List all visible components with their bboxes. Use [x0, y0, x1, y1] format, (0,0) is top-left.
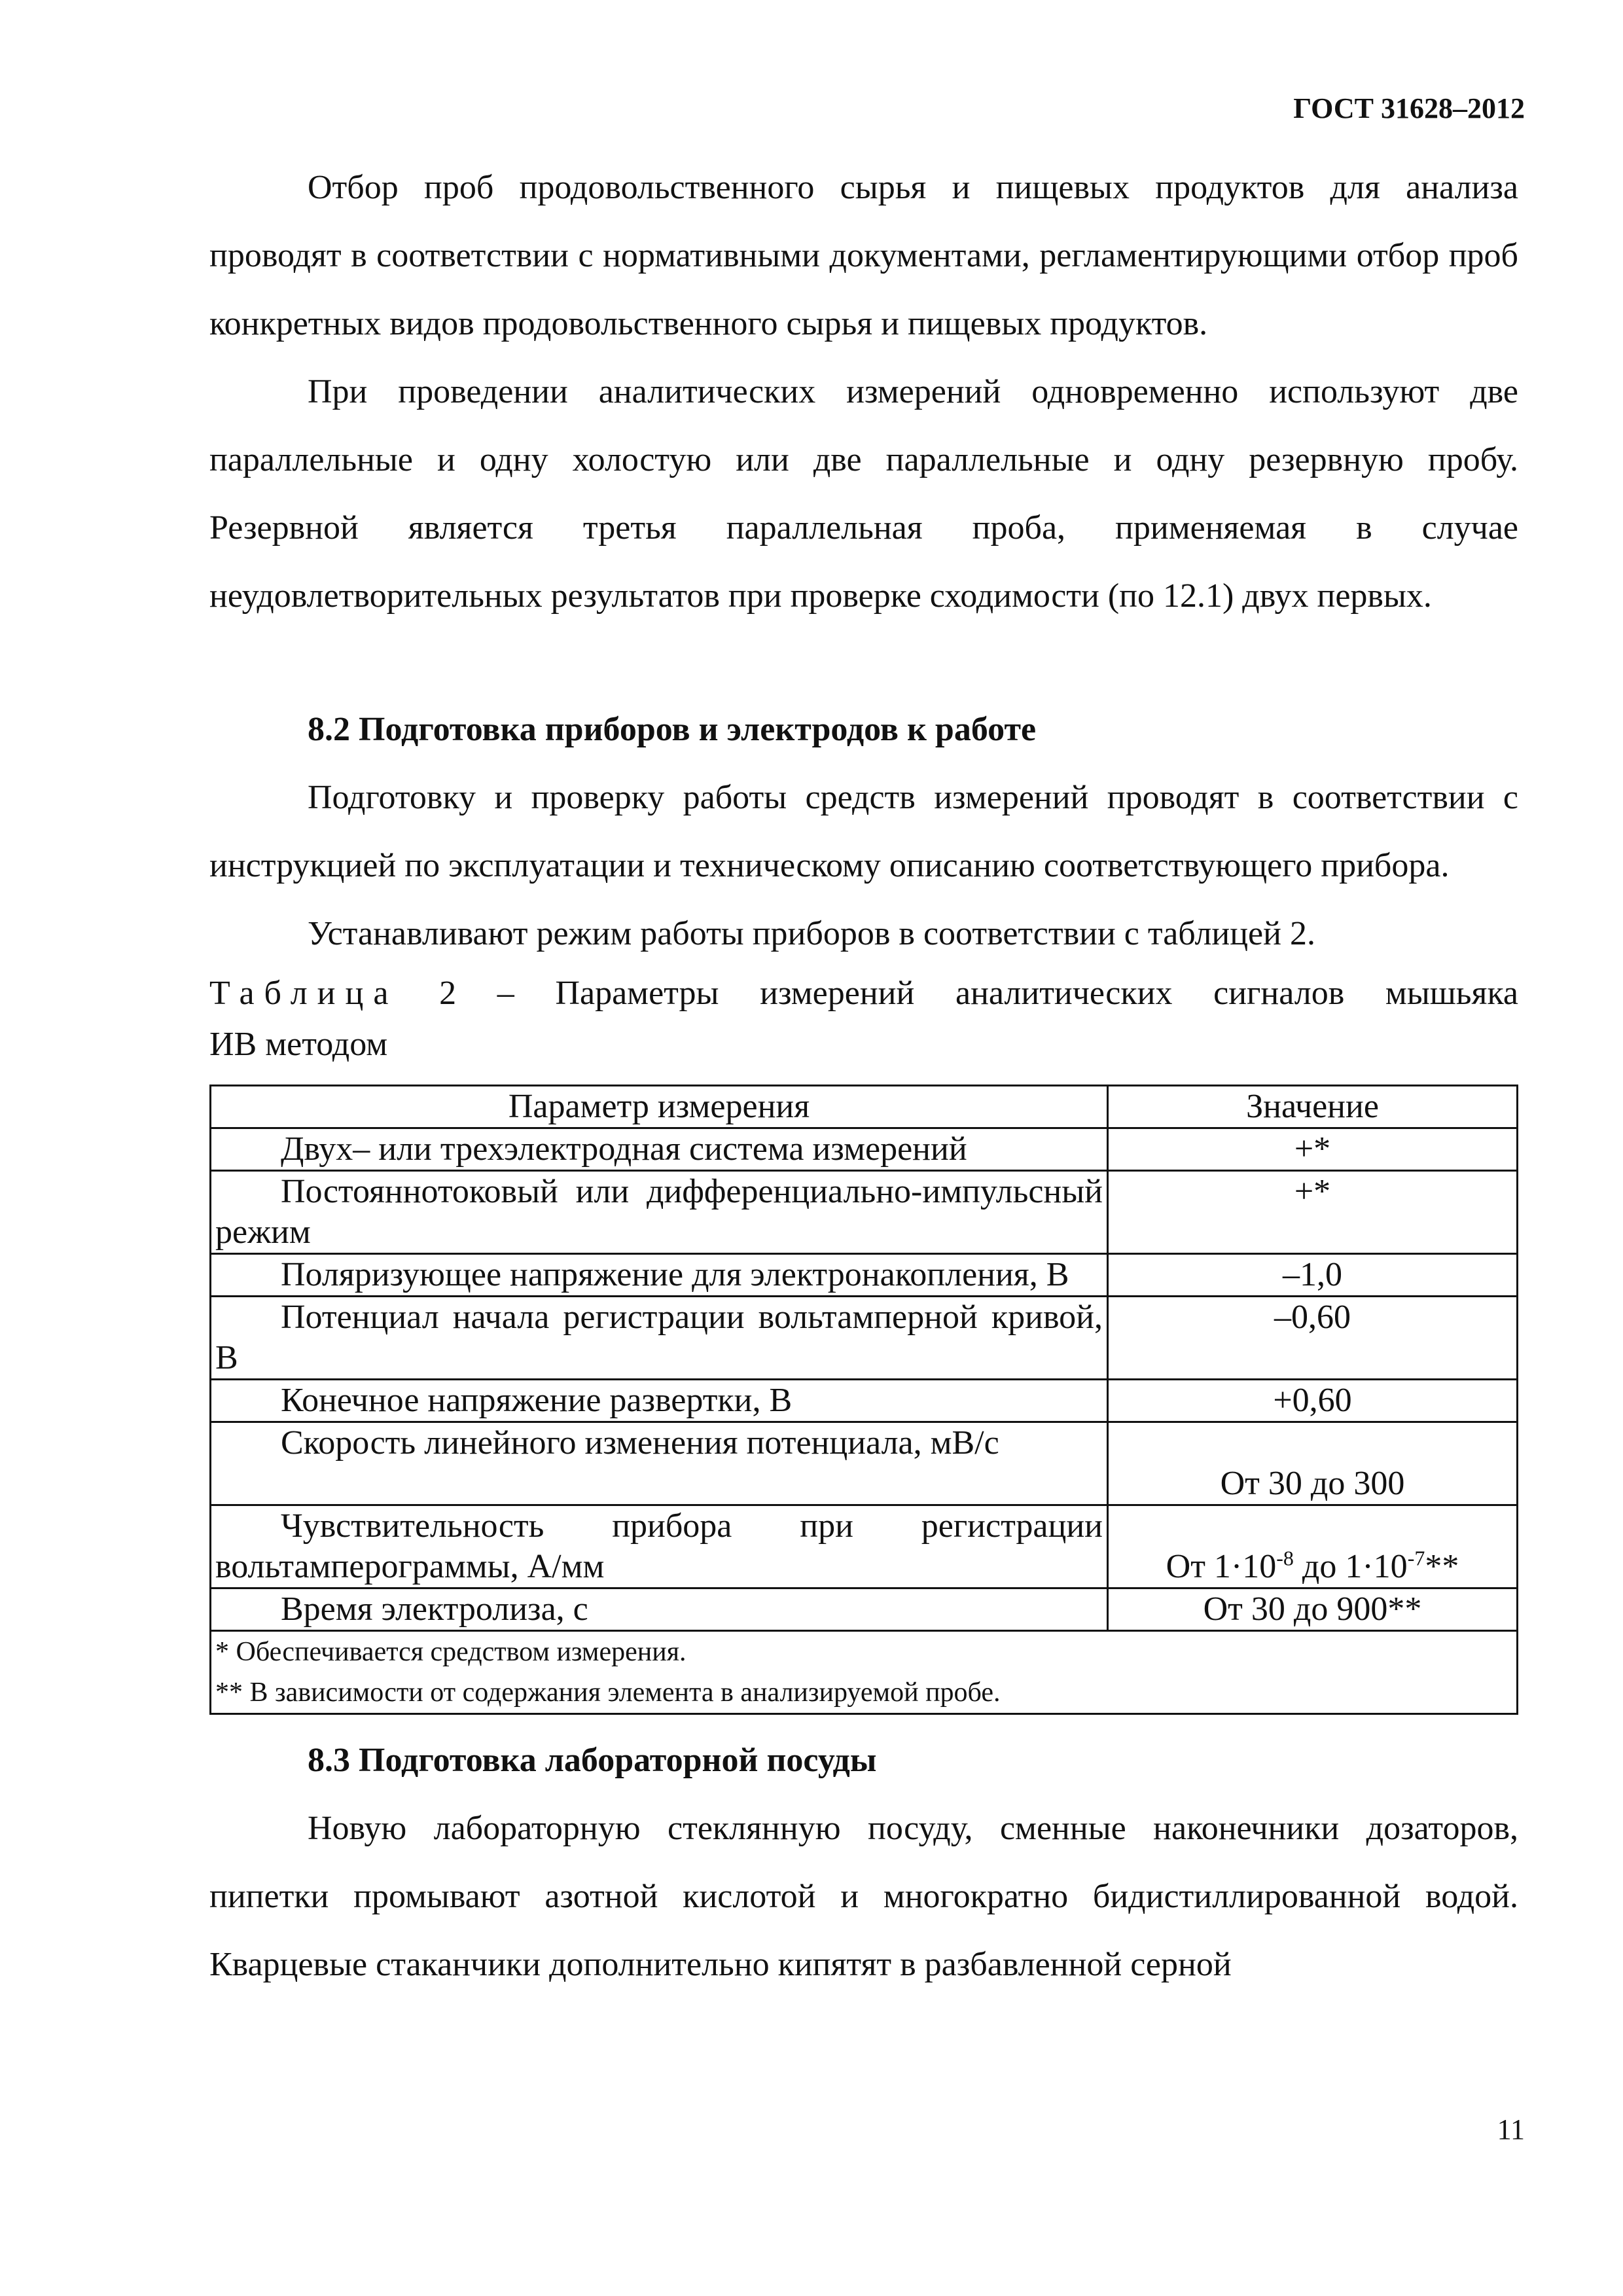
table-row — [211, 1422, 1518, 1505]
param-cell: Конечное напряжение развертки, В — [211, 1380, 1108, 1422]
document-code: ГОСТ 31628–2012 — [1293, 92, 1525, 124]
footnotes-cell — [211, 1631, 1518, 1714]
table-2-label: Таблица — [209, 975, 399, 1012]
param-cell: Двух– или трехэлектродная система измерений — [211, 1128, 1108, 1171]
footnote: ** В зависимости от содержания элемента в анализируемой пробе. — [215, 1677, 1001, 1708]
param-cell: Скорость линейного изменения потенциала, мВ/с — [211, 1422, 1108, 1505]
table-2-caption — [209, 968, 1518, 1019]
footnote: * Обеспечивается средством измерения. — [215, 1637, 687, 1667]
param-cell: Постояннотоковый или дифференциально-импульсный режим — [211, 1171, 1108, 1254]
param-cell: Время электролиза, с — [211, 1588, 1108, 1631]
paragraph-glassware: Новую лабораторную стеклянную посуду, сменные наконечники дозаторов, пипетки промывают азотной кислотой и многократно бидистиллированной водой. Кварцевые стаканчики дополнительно кипятят в разбавленной серной — [209, 1810, 1518, 1983]
section-8-2-title: 8.2 Подготовка приборов и электродов к работе — [308, 711, 1037, 748]
table-2 — [209, 1085, 1518, 1715]
value-cell: От 30 до 300 — [1108, 1422, 1518, 1505]
value-cell: +* — [1108, 1171, 1518, 1254]
param-cell: Потенциал начала регистрации вольтамперной кривой, В — [211, 1297, 1108, 1380]
table-row — [211, 1254, 1518, 1297]
table-row — [211, 1171, 1518, 1254]
value-cell: +* — [1108, 1128, 1518, 1171]
value-prefix: От 1·10 — [1166, 1548, 1277, 1585]
value-cell: –1,0 — [1108, 1254, 1518, 1297]
value-cell: От 30 до 900** — [1108, 1588, 1518, 1631]
table-row — [211, 1505, 1518, 1588]
value-cell: +0,60 — [1108, 1380, 1518, 1422]
header-param: Параметр измерения — [211, 1086, 1108, 1128]
paragraph-parallel-samples: При проведении аналитических измерений одновременно используют две параллельные и одну холостую или две параллельные и одну резервную пробу. Резервной является третья параллельная проба, применяемая в случае неудовлетворительных результатов при проверке сходимости (по 12.1) двух первых. — [209, 373, 1518, 615]
table-row — [211, 1380, 1518, 1422]
page-content — [209, 154, 1518, 1999]
table-header-row — [211, 1086, 1518, 1128]
section-gap — [209, 630, 1518, 696]
value-cell — [1108, 1505, 1518, 1588]
table-2-title: 2 – Параметры измерений аналитических сигналов мышьяка — [439, 975, 1518, 1012]
value-cell: –0,60 — [1108, 1297, 1518, 1380]
table-footnote-row — [211, 1631, 1518, 1714]
table-2-caption-line2: ИВ методом — [209, 1026, 388, 1063]
header-value: Значение — [1108, 1086, 1518, 1128]
value-exponent-2: -7 — [1407, 1546, 1425, 1570]
section-8-3-title: 8.3 Подготовка лабораторной посуды — [308, 1742, 877, 1779]
value-middle: до 1·10 — [1293, 1548, 1408, 1585]
table-row — [211, 1128, 1518, 1171]
value-suffix: ** — [1425, 1548, 1459, 1585]
paragraph-mode-setup: Устанавливают режим работы приборов в соответствии с таблицей 2. — [308, 915, 1315, 952]
value-exponent-1: -8 — [1276, 1546, 1294, 1570]
paragraph-sampling: Отбор проб продовольственного сырья и пищевых продуктов для анализа проводят в соответствии с нормативными документами, регламентирующими отбор проб конкретных видов продовольственного сырья и пищевых продуктов. — [209, 169, 1518, 342]
param-cell: Чувствительность прибора при регистрации вольтамперограммы, А/мм — [211, 1505, 1108, 1588]
param-cell: Поляризующее напряжение для электронакопления, В — [211, 1254, 1108, 1297]
table-row — [211, 1588, 1518, 1631]
paragraph-instrument-check: Подготовку и проверку работы средств измерений проводят в соответствии с инструкцией по эксплуатации и техническому описанию соответствующего прибора. — [209, 779, 1518, 884]
page-number: 11 — [1497, 2113, 1525, 2145]
table-row — [211, 1297, 1518, 1380]
